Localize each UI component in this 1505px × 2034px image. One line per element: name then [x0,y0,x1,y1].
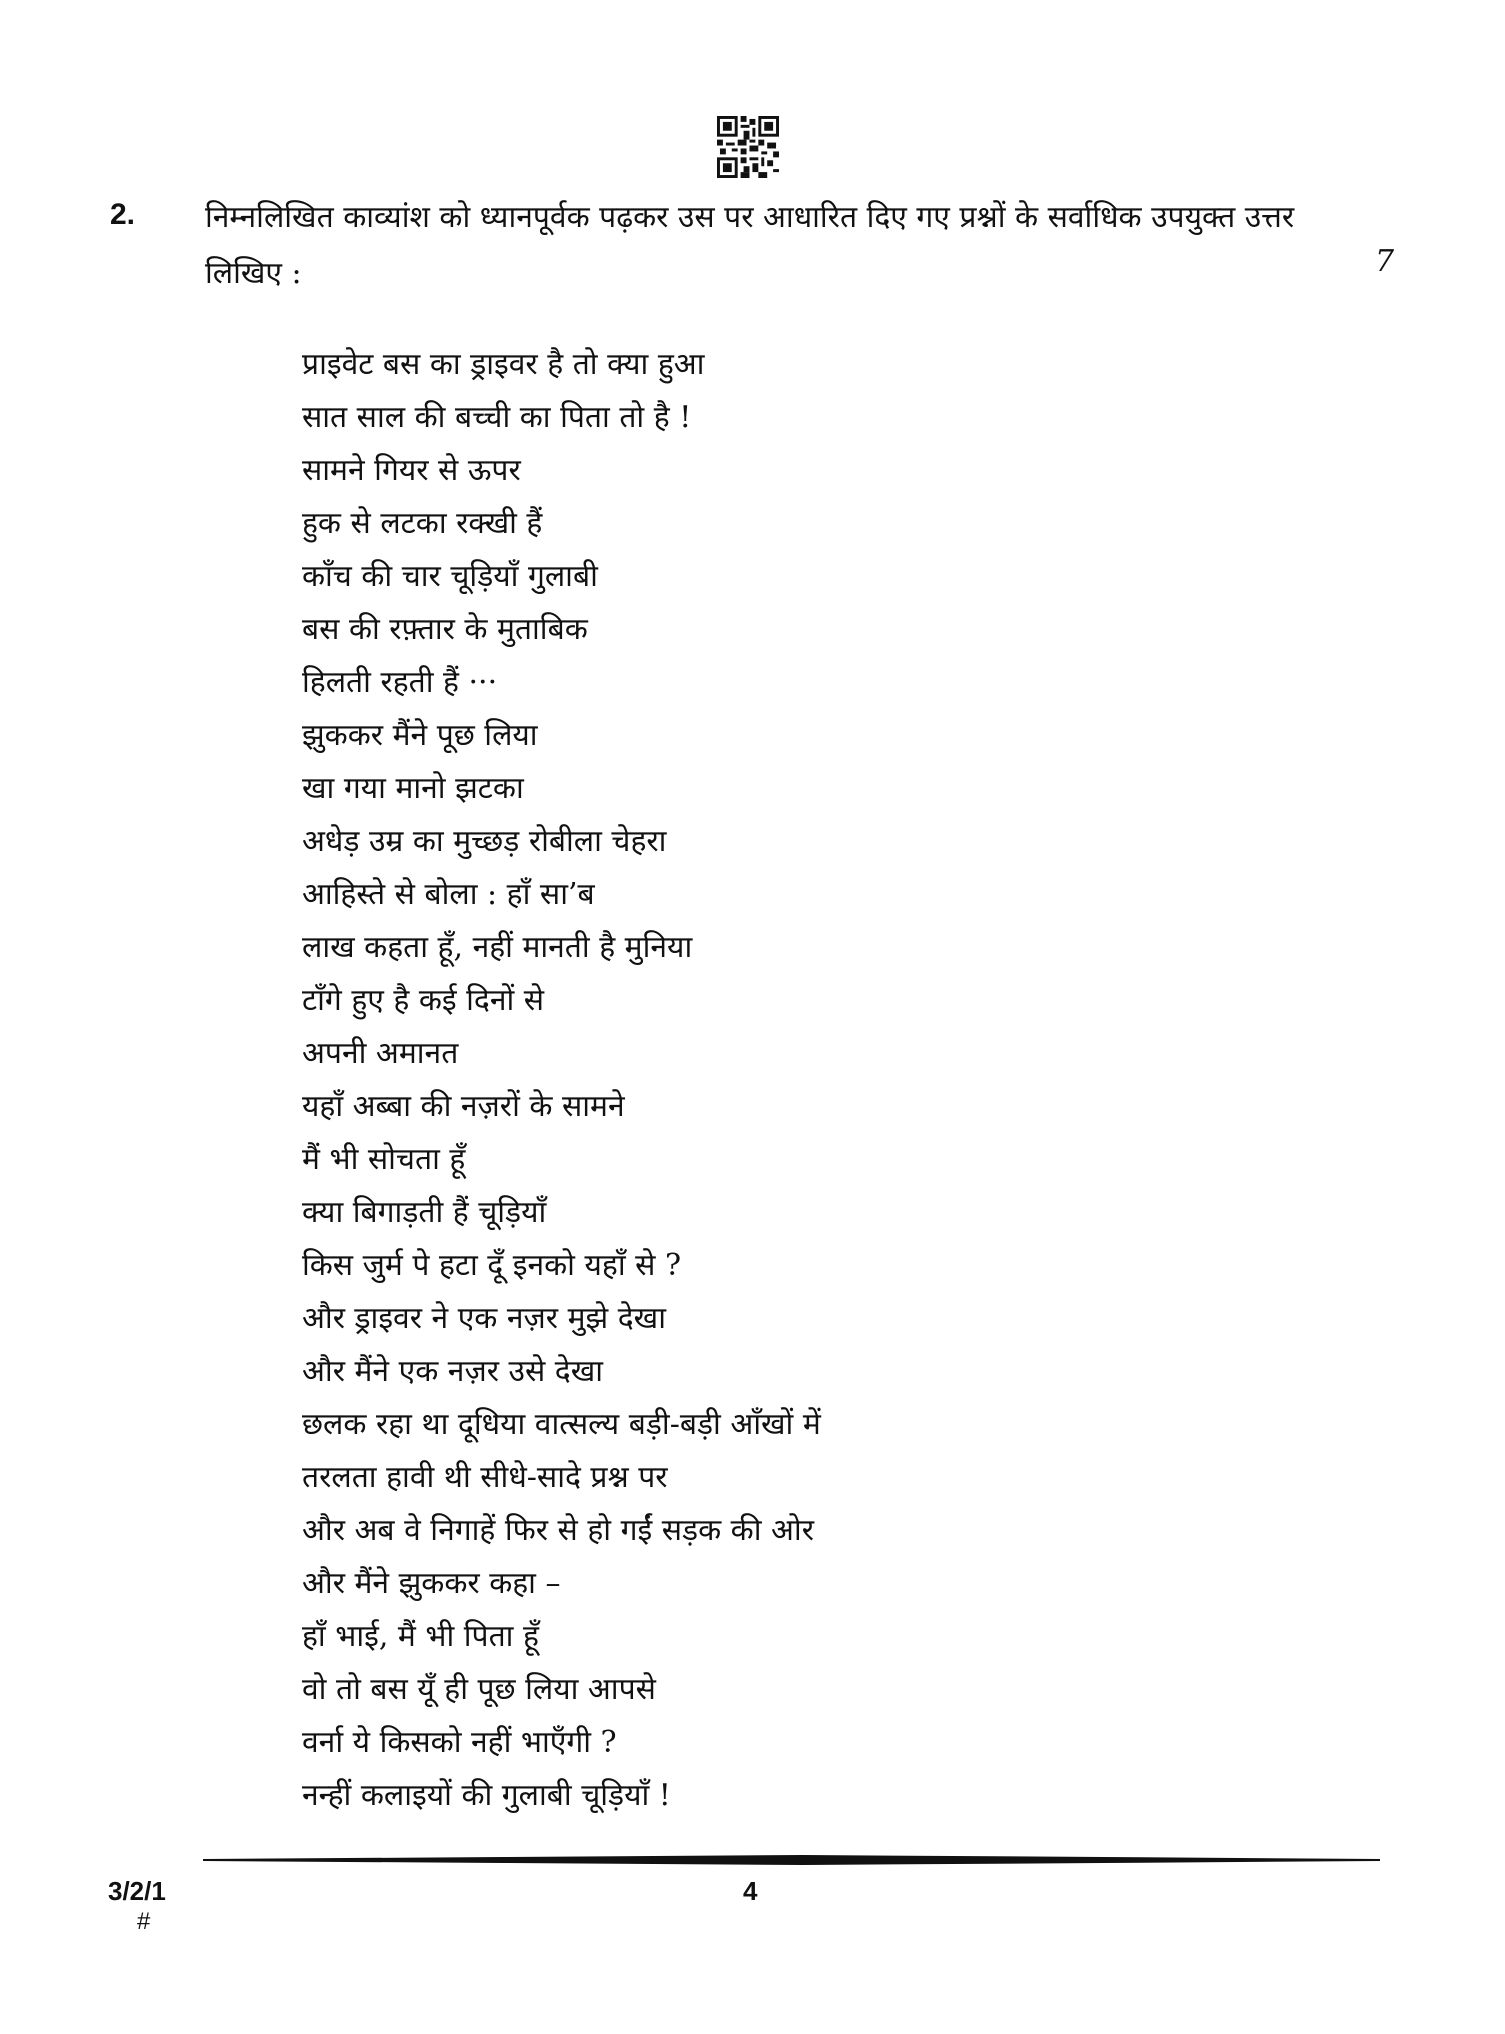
poem-line: सात साल की बच्ची का पिता तो है ! [302,400,692,435]
poem-line: छलक रहा था दूधिया वात्सल्य बड़ी-बड़ी आँखों में [302,1407,821,1442]
poem-line: किस जुर्म पे हटा दूँ इनको यहाँ से ? [302,1248,682,1283]
poem-line: अपनी अमानत [302,1036,459,1071]
poem-line: काँच की चार चूड़ियाँ गुलाबी [302,559,598,594]
poem-line: हिलती रहती हैं ··· [302,665,498,700]
poem-line: खा गया मानो झटका [302,771,524,806]
poem-line: वर्ना ये किसको नहीं भाएँगी ? [302,1725,617,1760]
poem-line: वो तो बस यूँ ही पूछ लिया आपसे [302,1672,656,1707]
poem-line: लाख कहता हूँ, नहीं मानती है मुनिया [302,930,693,965]
footer-rule [203,1854,1380,1866]
question-marks: 7 [1375,244,1395,279]
poem-line: और मैंने झुककर कहा – [302,1566,561,1601]
poem-line: आहिस्ते से बोला : हाँ सा’ब [302,877,595,912]
poem-line: सामने गियर से ऊपर [302,453,521,488]
poem-line: मैं भी सोचता हूँ [302,1142,466,1177]
question-instruction: निम्नलिखित काव्यांश को ध्यानपूर्वक पढ़कर उस पर आधारित दिए गए प्रश्नों के सर्वाधिक उपयुक्त उत्तर लिखिए : [205,200,1295,291]
poem-line: यहाँ अब्बा की नज़रों के सामने [302,1089,625,1124]
poem-line: और मैंने एक नज़र उसे देखा [302,1354,604,1389]
qr-code-icon [717,116,779,178]
poem-line: और अब वे निगाहें फिर से हो गईं सड़क की ओर [302,1513,814,1548]
poem-line: नन्हीं कलाइयों की गुलाबी चूड़ियाँ ! [302,1778,671,1813]
poem-line: टाँगे हुए है कई दिनों से [302,983,545,1018]
paper-code: 3/2/1 [108,1876,166,1906]
poem-line: बस की रफ़्तार के मुताबिक [302,612,588,647]
poem-line: अधेड़ उम्र का मुच्छड़ रोबीला चेहरा [302,824,667,859]
poem-line: हुक से लटका रक्खी हैं [302,506,543,541]
poem-line: क्या बिगाड़ती हैं चूड़ियाँ [302,1195,547,1230]
footer-hash-mark: # [137,1908,151,1935]
poem-line: हाँ भाई, मैं भी पिता हूँ [302,1619,539,1654]
question-number: 2. [110,198,136,231]
page-number: 4 [743,1876,758,1906]
poem-line: झुककर मैंने पूछ लिया [302,718,538,753]
poem-line: और ड्राइवर ने एक नज़र मुझे देखा [302,1301,666,1336]
poem-passage [302,338,821,1822]
poem-line: प्राइवेट बस का ड्राइवर है तो क्या हुआ [302,347,705,382]
poem-line: तरलता हावी थी सीधे-सादे प्रश्न पर [302,1460,668,1495]
